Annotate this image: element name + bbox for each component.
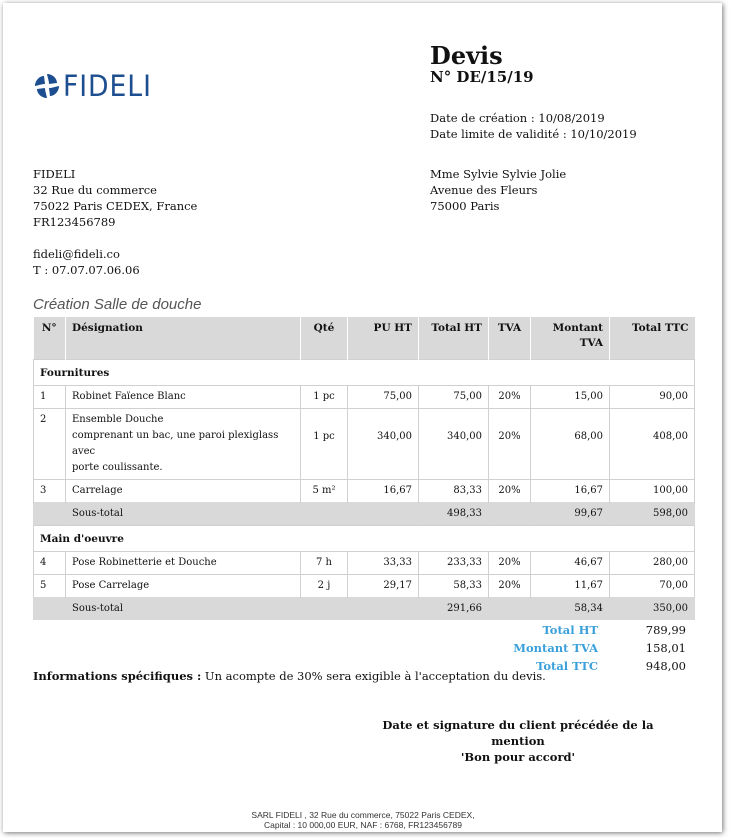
subtotal-total-ht: 498,33 (419, 503, 489, 526)
table-row (34, 575, 695, 598)
row-unit-price: 340,00 (348, 409, 419, 480)
subtotal-spacer (489, 598, 531, 621)
row-total-ttc: 90,00 (610, 386, 695, 409)
row-qty: 2 j (301, 575, 348, 598)
sender-contact (33, 246, 140, 278)
totals-block (493, 621, 686, 675)
row-num: 5 (34, 575, 66, 598)
col-header-montant-tva (531, 317, 610, 360)
row-num: 1 (34, 386, 66, 409)
row-qty: 7 h (301, 552, 348, 575)
total-ht-value: 789,99 (645, 623, 686, 637)
section-title: Fournitures (34, 360, 695, 386)
section-title: Main d'oeuvre (34, 526, 695, 552)
sender-street: 32 Rue du commerce (33, 183, 157, 197)
row-qty: 1 pc (301, 409, 348, 480)
signature-line2: 'Bon pour accord' (460, 750, 576, 764)
document-page (3, 3, 722, 832)
row-total-ht: 75,00 (419, 386, 489, 409)
sender-address (33, 166, 197, 230)
subtotal-spacer (34, 503, 66, 526)
row-unit-price: 75,00 (348, 386, 419, 409)
row-total-ttc: 70,00 (610, 575, 695, 598)
col-header-montant-tva-line1: Montant (552, 322, 603, 334)
sender-name: FIDELI (33, 167, 76, 181)
company-logo (33, 69, 160, 103)
col-header-qty: Qté (301, 317, 348, 360)
section-row (34, 526, 695, 552)
row-tva-rate: 20% (489, 386, 531, 409)
document-title: Devis (430, 41, 503, 70)
designation-line: Carrelage (72, 485, 123, 496)
validity-date: Date limite de validité : 10/10/2019 (430, 127, 637, 141)
col-header-montant-tva-line2: TVA (579, 337, 603, 349)
section-row (34, 360, 695, 386)
footer-line1: SARL FIDELI , 32 Rue du commerce, 75022 Paris CEDEX, (251, 810, 475, 820)
subtotal-total-ttc: 598,00 (610, 503, 695, 526)
designation-line: Robinet Faïence Blanc (72, 391, 186, 402)
row-tva-rate: 20% (489, 575, 531, 598)
subtotal-total-ttc: 350,00 (610, 598, 695, 621)
row-montant-tva: 16,67 (531, 480, 610, 503)
col-header-total-ttc: Total TTC (610, 317, 695, 360)
sender-vat: FR123456789 (33, 215, 116, 229)
row-designation (66, 386, 301, 409)
signature-block (363, 717, 673, 765)
col-header-pu: PU HT (348, 317, 419, 360)
info-text: Un acompte de 30% sera exigible à l'acceptation du devis. (204, 669, 546, 683)
col-header-num: N° (34, 317, 66, 360)
row-qty: 1 pc (301, 386, 348, 409)
designation-line: porte coulissante. (72, 462, 163, 473)
subtotal-montant-tva: 58,34 (531, 598, 610, 621)
montant-tva-value: 158,01 (645, 641, 686, 655)
row-designation (66, 575, 301, 598)
quote-table (33, 317, 695, 620)
row-total-ht: 58,33 (419, 575, 489, 598)
row-num: 2 (34, 409, 66, 480)
document-number: N° DE/15/19 (430, 68, 534, 86)
specific-information (33, 669, 546, 683)
row-num: 4 (34, 552, 66, 575)
table-body (34, 360, 695, 621)
row-total-ht: 83,33 (419, 480, 489, 503)
total-ttc-value: 948,00 (645, 659, 686, 673)
designation-line: Pose Robinetterie et Douche (72, 557, 217, 568)
row-designation (66, 409, 301, 480)
table-row (34, 480, 695, 503)
subtotal-spacer (34, 598, 66, 621)
logo-text: FIDELI (63, 68, 152, 103)
info-label: Informations spécifiques : (33, 669, 202, 683)
recipient-city: 75000 Paris (430, 199, 500, 213)
row-total-ht: 340,00 (419, 409, 489, 480)
row-unit-price: 29,17 (348, 575, 419, 598)
designation-line: Pose Carrelage (72, 580, 150, 591)
montant-tva-row (493, 639, 686, 657)
subtotal-total-ht: 291,66 (419, 598, 489, 621)
footer-line2: Capital : 10 000,00 EUR, NAF : 6768, FR123456789 (264, 820, 462, 830)
total-ttc-label: Total TTC (536, 659, 598, 673)
row-total-ht: 233,33 (419, 552, 489, 575)
row-tva-rate: 20% (489, 552, 531, 575)
table-row (34, 409, 695, 480)
quote-subject: Création Salle de douche (33, 296, 202, 313)
table-header-row (34, 317, 695, 360)
document-dates (430, 110, 637, 142)
recipient-street: Avenue des Fleurs (430, 183, 538, 197)
row-total-ttc: 408,00 (610, 409, 695, 480)
recipient-name: Mme Sylvie Sylvie Jolie (430, 167, 567, 181)
row-montant-tva: 68,00 (531, 409, 610, 480)
sender-email: fideli@fideli.co (33, 247, 120, 261)
creation-date: Date de création : 10/08/2019 (430, 111, 605, 125)
row-montant-tva: 11,67 (531, 575, 610, 598)
row-designation (66, 552, 301, 575)
subtotal-label: Sous-total (66, 503, 419, 526)
sender-city: 75022 Paris CEDEX, France (33, 199, 198, 213)
row-unit-price: 33,33 (348, 552, 419, 575)
designation-line: Ensemble Douche (72, 414, 164, 425)
total-ht-row (493, 621, 686, 639)
page-footer (203, 810, 523, 830)
total-ht-label: Total HT (542, 623, 598, 637)
row-num: 3 (34, 480, 66, 503)
row-tva-rate: 20% (489, 409, 531, 480)
designation-line: comprenant un bac, une paroi plexiglass avec (72, 430, 279, 457)
row-unit-price: 16,67 (348, 480, 419, 503)
subtotal-montant-tva: 99,67 (531, 503, 610, 526)
subtotal-spacer (489, 503, 531, 526)
subtotal-label: Sous-total (66, 598, 419, 621)
sender-phone: T : 07.07.07.06.06 (33, 263, 140, 277)
montant-tva-label: Montant TVA (513, 641, 598, 655)
col-header-total-ht: Total HT (419, 317, 489, 360)
col-header-designation: Désignation (66, 317, 301, 360)
fideli-swirl-logo-icon (33, 72, 61, 100)
row-designation (66, 480, 301, 503)
row-total-ttc: 280,00 (610, 552, 695, 575)
table-row (34, 552, 695, 575)
signature-line1: Date et signature du client précédée de la mention (382, 718, 654, 748)
row-montant-tva: 15,00 (531, 386, 610, 409)
row-montant-tva: 46,67 (531, 552, 610, 575)
subtotal-row (34, 503, 695, 526)
row-total-ttc: 100,00 (610, 480, 695, 503)
recipient-address (430, 166, 566, 214)
row-tva-rate: 20% (489, 480, 531, 503)
row-qty: 5 m² (301, 480, 348, 503)
table-row (34, 386, 695, 409)
subtotal-row (34, 598, 695, 621)
col-header-tva: TVA (489, 317, 531, 360)
